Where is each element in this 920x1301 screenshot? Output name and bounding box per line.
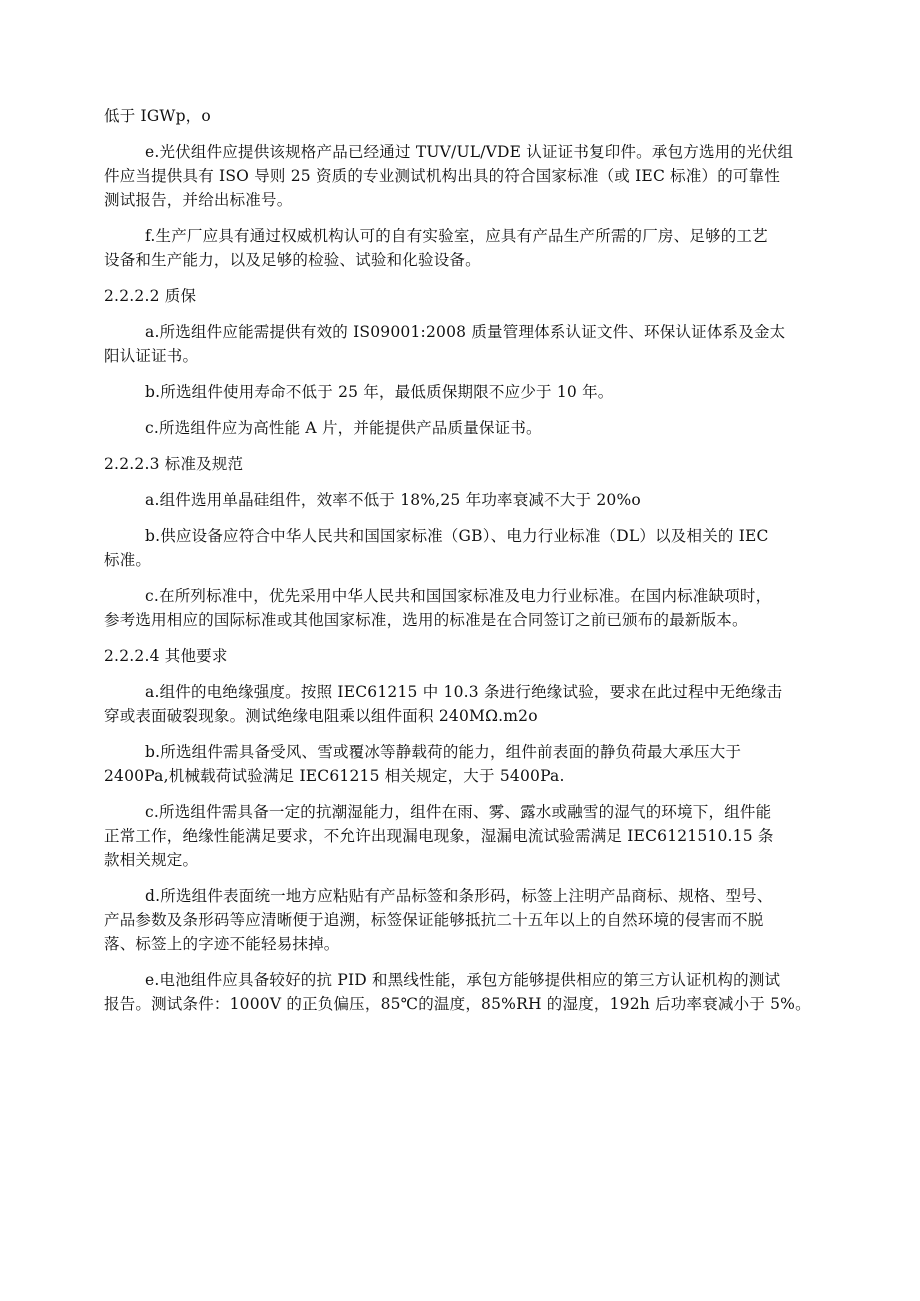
text-line: 标准。 [104, 551, 152, 569]
text-line: 低于 IGWp，o [104, 107, 211, 125]
text-line: a.组件的电绝缘强度。按照 IEC61215 中 10.3 条进行绝缘试验，要求在此过程中无绝缘击 [145, 683, 783, 701]
text-line: a.组件选用单晶硅组件，效率不低于 18%,25 年功率衰减不大于 20%o [145, 491, 641, 509]
text-line: 穿或表面破裂现象。测试绝缘电阻乘以组件面积 240MΩ.m2o [104, 707, 538, 725]
text-line: f.生产厂应具有通过权威机构认可的自有实验室，应具有产品生产所需的厂房、足够的工艺 [145, 227, 768, 245]
text-line: 报告。测试条件：1000V 的正负偏压，85℃的温度，85%RH 的湿度，192h 后功率衰减小于 5%。 [104, 995, 811, 1013]
text-line: 正常工作，绝缘性能满足要求，不允许出现漏电现象，湿漏电流试验需满足 IEC6121510.15 条 [104, 827, 774, 845]
text-line: 2.2.2.2 质保 [104, 287, 197, 305]
text-line: 设备和生产能力，以及足够的检验、试验和化验设备。 [104, 251, 481, 269]
document-page [104, 104, 824, 1204]
text-line: 2.2.2.4 其他要求 [104, 647, 228, 665]
text-line: 款相关规定。 [104, 851, 199, 869]
text-line: e.光伏组件应提供该规格产品已经通过 TUV/UL/VDE 认证证书复印件。承包方选用的光伏组 [145, 143, 794, 161]
text-line: e.电池组件应具备较好的抗 PID 和黑线性能，承包方能够提供相应的第三方认证机构的测试 [145, 971, 781, 989]
text-line: 件应当提供具有 ISO 导则 25 资质的专业测试机构出具的符合国家标准（或 IEC 标准）的可靠性 [104, 167, 781, 185]
text-line: a.所选组件应能需提供有效的 IS09001:2008 质量管理体系认证文件、环保认证体系及金太 [145, 323, 786, 341]
text-line: b.所选组件需具备受风、雪或覆冰等静载荷的能力，组件前表面的静负荷最大承压大于 [145, 743, 742, 761]
text-line: 阳认证证书。 [104, 347, 199, 365]
text-line: c.所选组件应为高性能 A 片，并能提供产品质量保证书。 [145, 419, 542, 437]
text-line: c.所选组件需具备一定的抗潮湿能力，组件在雨、雾、露水或融雪的湿气的环境下，组件能 [145, 803, 772, 821]
text-line: 测试报告，并给出标准号。 [104, 191, 293, 209]
text-line: b.供应设备应符合中华人民共和国国家标准（GB）、电力行业标准（DL）以及相关的 IEC [145, 527, 769, 545]
text-line: 落、标签上的字迹不能轻易抹掉。 [104, 935, 340, 953]
text-line: 参考选用相应的国际标准或其他国家标准，选用的标准是在合同签订之前已颁布的最新版本。 [104, 611, 748, 629]
text-line: d.所选组件表面统一地方应粘贴有产品标签和条形码，标签上注明产品商标、规格、型号、 [145, 887, 773, 905]
text-line: 产品参数及条形码等应清晰便于追溯，标签保证能够抵抗二十五年以上的自然环境的侵害而不脱 [104, 911, 764, 929]
text-line: b.所选组件使用寿命不低于 25 年，最低质保期限不应少于 10 年。 [145, 383, 614, 401]
text-line: c.在所列标准中，优先采用中华人民共和国国家标准及电力行业标准。在国内标准缺项时， [145, 587, 772, 605]
text-line: 2.2.2.3 标准及规范 [104, 455, 244, 473]
text-line: 2400Pa,机械载荷试验满足 IEC61215 相关规定，大于 5400Pa. [104, 767, 565, 785]
